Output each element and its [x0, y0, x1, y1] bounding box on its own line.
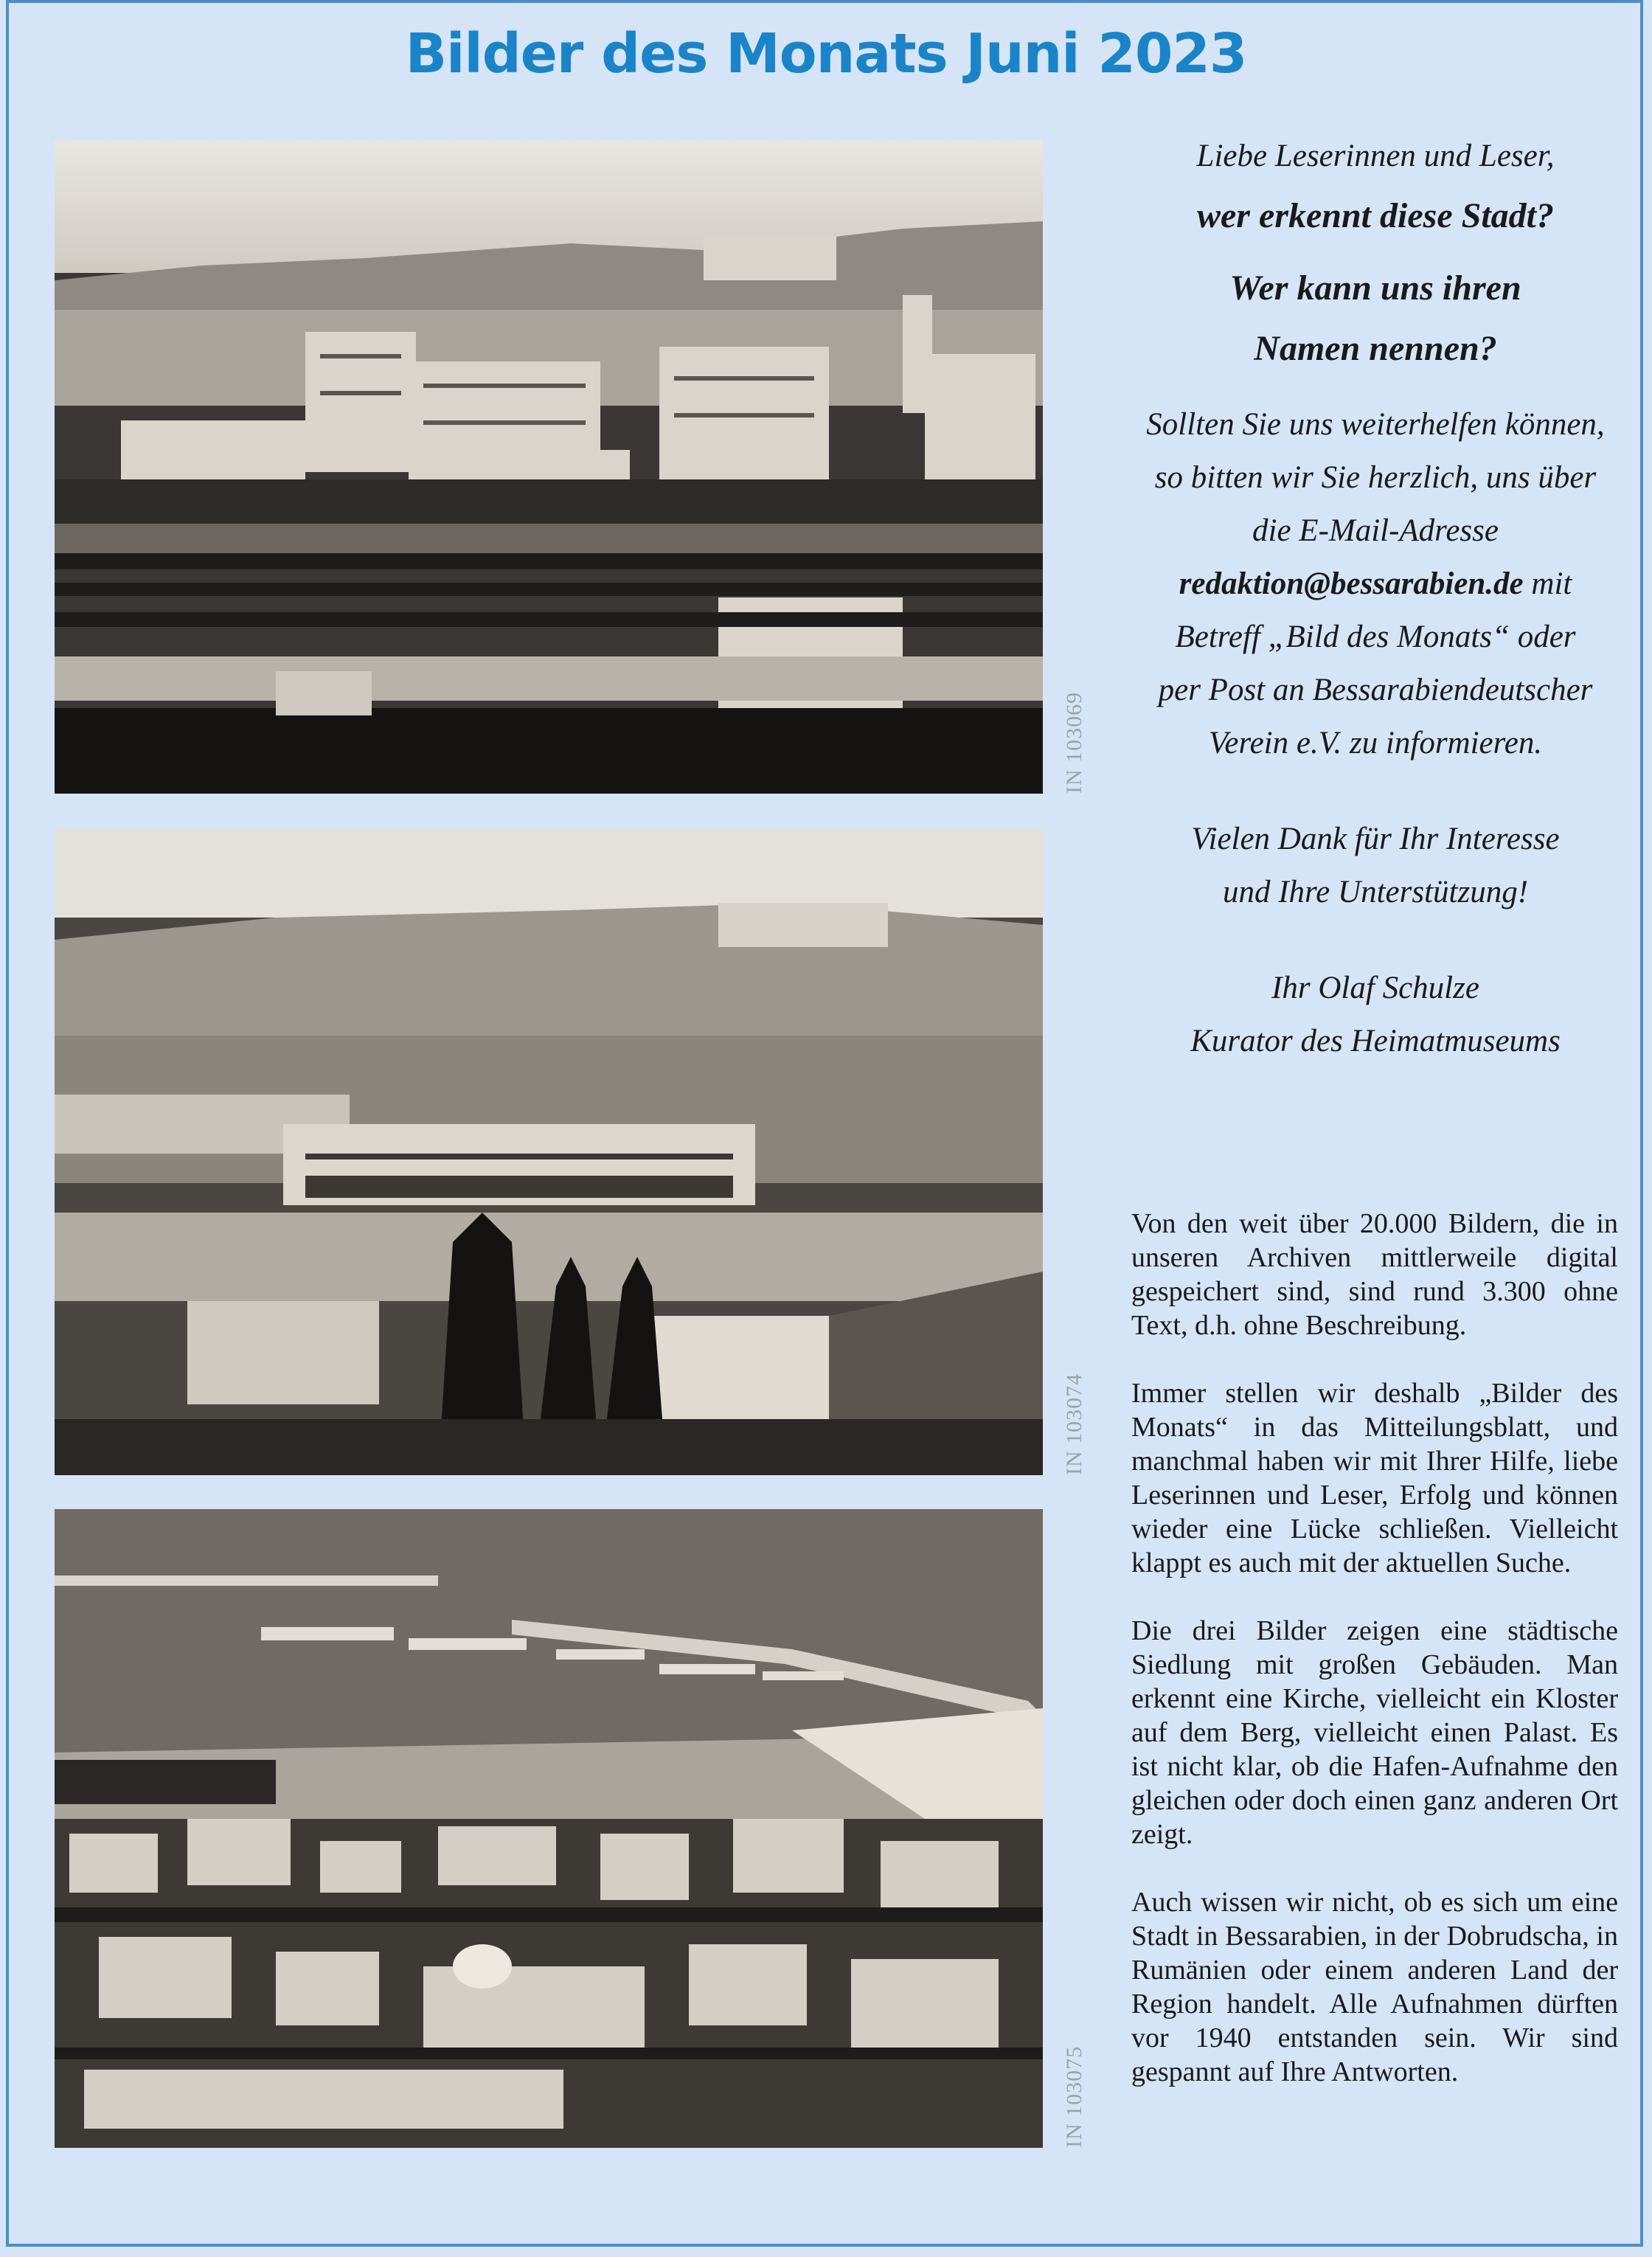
appeal-line: so bitten wir Sie herzlich, uns über	[1154, 460, 1597, 495]
photo-harbor	[55, 1509, 1043, 2148]
thanks-line2: und Ihre Unterstützung!	[1222, 875, 1529, 909]
page-title: Bilder des Monats Juni 2023	[405, 22, 1247, 86]
article-paragraph: Immer stellen wir deshalb „Bilder des Monats“ in das Mitteilungsblatt, und manchmal haben wir mit Ihrer Hilfe, liebe Leserinnen und Leser, Erfolg und können wieder eine Lücke schließen. Vielleicht klappt es auch mit der aktuellen Suche.	[1131, 1378, 1618, 1578]
email-line	[1128, 558, 1622, 611]
question-name-line2: Namen nennen?	[1254, 329, 1497, 368]
appeal-line: die E-Mail-Adresse	[1252, 513, 1499, 548]
photo-id-label: IN 103075	[1062, 2045, 1086, 2148]
question-city: wer erkennt diese Stadt?	[1196, 196, 1554, 235]
appeal-line: Betreff „Bild des Monats“ oder	[1175, 620, 1576, 654]
article-text	[1131, 1207, 1618, 2123]
question-name-line1: Wer kann uns ihren	[1229, 268, 1521, 308]
appeal-block	[1128, 130, 1622, 1068]
photo-valley-buildings	[55, 829, 1043, 1475]
signature-name: Ihr Olaf Schulze	[1271, 971, 1479, 1005]
signature-role: Kurator des Heimatmuseums	[1190, 1024, 1561, 1058]
city-photo-harbor-icon	[55, 1509, 1043, 2148]
appeal-line: Verein e.V. zu informieren.	[1208, 726, 1543, 760]
appeal-line: Sollten Sie uns weiterhelfen können,	[1146, 407, 1605, 442]
article-paragraph: Die drei Bilder zeigen eine städtische Siedlung mit großen Gebäuden. Man erkennt eine Kirche, vielleicht ein Kloster auf dem Berg, vielleicht einen Palast. Es ist nicht klar, ob die Hafen-Aufnahme den gleichen oder doch einen ganz anderen Ort zeigt.	[1131, 1615, 1618, 1850]
thanks-line1: Vielen Dank für Ihr Interesse	[1191, 822, 1560, 856]
photo-id-label: IN 103069	[1062, 691, 1086, 794]
article-paragraph: Von den weit über 20.000 Bildern, die in unseren Archiven mittlerweile digital gespeichert sind, sind rund 3.300 ohne Text, d.h. ohne Beschreibung.	[1131, 1208, 1618, 1341]
article-paragraph: Auch wissen wir nicht, ob es sich um eine Stadt in Bessarabien, in der Dobrudscha, in Rumänien oder einem anderen Land der Region handelt. Alle Aufnahmen dürften vor 1940 entstanden sein. Wir sind gespannt auf Ihre Antworten.	[1131, 1887, 1618, 2087]
city-photo-valley-buildings-icon	[55, 829, 1043, 1475]
email-link[interactable]: redaktion@bessarabien.de	[1179, 566, 1524, 601]
email-suffix: mit	[1523, 566, 1572, 601]
greeting: Liebe Leserinnen und Leser,	[1196, 139, 1555, 173]
appeal-line: per Post an Bessarabiendeutscher	[1158, 673, 1593, 707]
photo-monastery-hill	[55, 140, 1043, 794]
photo-id-label: IN 103074	[1062, 1373, 1086, 1475]
city-photo-monastery-hill-icon	[55, 140, 1043, 794]
